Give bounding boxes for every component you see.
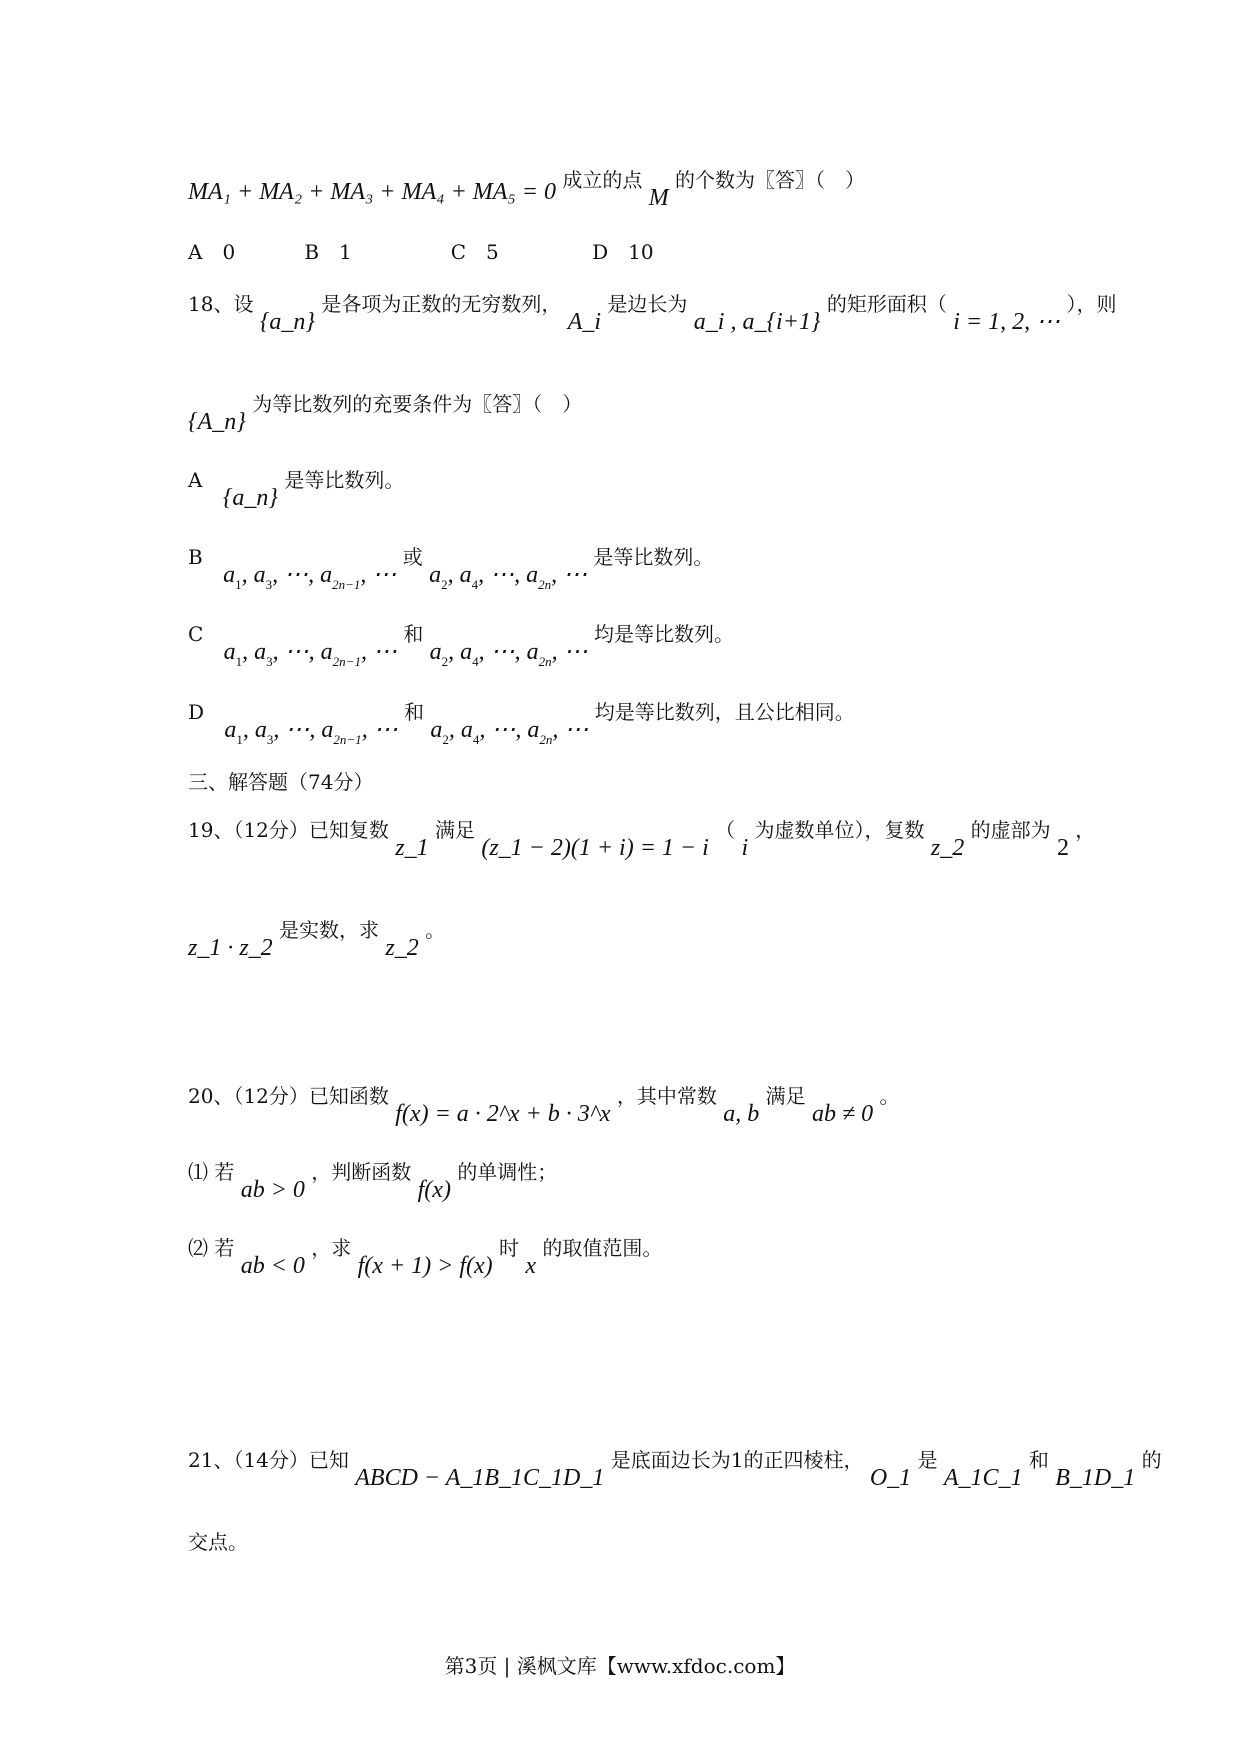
q19-line2 — [188, 918, 446, 961]
q18-optD-label: D — [188, 700, 205, 724]
q18-seq-A: {A_n} — [188, 409, 246, 435]
q18-optA-label: A — [188, 468, 203, 492]
q18-optD-mid: 和 — [404, 700, 425, 724]
q20-condition: ab ≠ 0 — [811, 1101, 874, 1127]
q17-equation: MA₁ + MA₂ + MA₃ + MA₄ + MA₅ = 0 — [188, 179, 556, 205]
q19-z1: z_1 — [395, 835, 429, 861]
q18-line1 — [188, 292, 1117, 335]
q19-z2: z_2 — [930, 835, 965, 861]
q18-optB-end: 是等比数列。 — [593, 545, 714, 569]
q21-line2: 交点。 — [188, 1530, 248, 1554]
page-footer: 第3页 | 溪枫文库【www.xfdoc.com】 — [444, 1654, 796, 1678]
q20-ab: a, b — [723, 1101, 760, 1127]
q18-optC-even: $a_2$, $a_4$, ⋯, $a_{2n}$, ⋯ — [429, 639, 588, 669]
q20-p1-t2: 的单调性； — [457, 1160, 558, 1184]
q19-two: 2 — [1056, 835, 1069, 861]
q17-text-a: 成立的点 — [562, 168, 643, 192]
q19-t4: 的虚部为 — [970, 818, 1051, 842]
q18-optD-even: $a_2$, $a_4$, ⋯, $a_{2n}$, ⋯ — [430, 717, 589, 747]
q19-t3: 为虚数单位），复数 — [754, 818, 925, 842]
q20-p1-t1: ，判断函数 — [311, 1160, 412, 1184]
q21-number: 21、（14分）已知 — [188, 1448, 349, 1472]
q18-optC-end: 均是等比数列。 — [594, 622, 735, 646]
q21-B1D1: B_1D_1 — [1055, 1465, 1136, 1491]
q18-optA-seq: {a_n} — [222, 485, 279, 511]
q20-part1 — [188, 1160, 558, 1203]
q20-t2: 满足 — [765, 1084, 806, 1108]
q18-sides: a_i , a_{i+1} — [693, 309, 821, 335]
q17-point: M — [648, 185, 669, 211]
q20-t1: ，其中常数 — [616, 1084, 717, 1108]
q20-p2-t3: 的取值范围。 — [542, 1236, 663, 1260]
q17-option-c: C 5 — [450, 240, 499, 264]
section-3-heading: 三、解答题（74分） — [188, 770, 374, 794]
q19-equation: (z_1 − 2)(1 + i) = 1 − i — [481, 835, 709, 861]
q19-number: 19、（12分）已知复数 — [188, 818, 389, 842]
q20-line1 — [188, 1084, 900, 1127]
q17-equation-line — [188, 168, 866, 211]
q20-part2 — [188, 1236, 663, 1279]
q21-t4: 的 — [1141, 1448, 1162, 1472]
q18-option-a — [188, 468, 405, 511]
q21-t3: 和 — [1028, 1448, 1049, 1472]
q19-t5: ， — [1075, 818, 1096, 842]
q21-line1 — [188, 1448, 1162, 1491]
q19-t1: 满足 — [434, 818, 475, 842]
q20-p1-f: f(x) — [417, 1177, 451, 1203]
q20-function: f(x) = a · 2^x + b · 3^x — [395, 1101, 611, 1127]
q18-option-b — [188, 545, 714, 592]
q18-Ai: A_i — [567, 309, 602, 335]
q20-p2-label: ⑵ 若 — [188, 1236, 235, 1260]
q18-option-c — [188, 622, 735, 669]
q21-prism: ABCD − A_1B_1C_1D_1 — [355, 1465, 605, 1491]
q19-line1 — [188, 818, 1096, 861]
q20-p2-x: x — [525, 1253, 537, 1279]
q18-optB-mid: 或 — [402, 545, 423, 569]
q18-text3: 的矩形面积（ — [826, 292, 947, 316]
q20-number: 20、（12分）已知函数 — [188, 1084, 389, 1108]
q19-z2-again: z_2 — [385, 935, 419, 961]
q17-options — [188, 242, 654, 262]
q20-p2-t2: 时 — [499, 1236, 519, 1260]
q17-option-d: D 10 — [592, 240, 654, 264]
q20-p2-inequality: f(x + 1) > f(x) — [357, 1253, 493, 1279]
q18-optD-end: 均是等比数列，且公比相同。 — [594, 700, 855, 724]
q21-A1C1: A_1C_1 — [943, 1465, 1023, 1491]
q19-i: i — [741, 835, 749, 861]
q21-t2: 是 — [917, 1448, 938, 1472]
q19-product: z_1 · z_2 — [188, 935, 273, 961]
q18-optB-odd: $a_1$, $a_3$, ⋯, $a_{2n-1}$, ⋯ — [223, 562, 397, 592]
q18-line2 — [188, 392, 583, 435]
q18-optC-label: C — [188, 622, 204, 646]
q18-text2: 是边长为 — [607, 292, 688, 316]
q21-t1: 是底面边长为1的正四棱柱， — [610, 1448, 864, 1472]
q21-O1: O_1 — [869, 1465, 912, 1491]
q18-optC-mid: 和 — [403, 622, 424, 646]
q20-p1-cond: ab > 0 — [240, 1177, 305, 1203]
q20-p1-label: ⑴ 若 — [188, 1160, 235, 1184]
q18-text4: ），则 — [1066, 292, 1117, 316]
q18-option-d — [188, 700, 855, 747]
q18-optB-even: $a_2$, $a_4$, ⋯, $a_{2n}$, ⋯ — [429, 562, 588, 592]
q18-optA-text: 是等比数列。 — [284, 468, 405, 492]
q18-text5: 为等比数列的充要条件为〖答〗（ ） — [252, 392, 583, 416]
q19-t6: 是实数，求 — [279, 918, 380, 942]
q17-option-b: B 1 — [304, 240, 352, 264]
q20-p2-t1: ，求 — [311, 1236, 352, 1260]
q20-t3: 。 — [879, 1084, 900, 1108]
q19-t2: （ — [715, 818, 736, 842]
q19-t7: 。 — [425, 918, 446, 942]
q18-text1: 是各项为正数的无穷数列， — [321, 292, 562, 316]
q18-optB-label: B — [188, 545, 203, 569]
q18-number: 18、设 — [188, 292, 254, 316]
q20-p2-cond: ab < 0 — [240, 1253, 305, 1279]
q18-optC-odd: $a_1$, $a_3$, ⋯, $a_{2n-1}$, ⋯ — [223, 639, 397, 669]
q18-seq-a: {a_n} — [259, 309, 316, 335]
q18-range: i = 1, 2, ⋯ — [953, 309, 1061, 335]
q17-option-a: A 0 — [188, 240, 236, 264]
q17-text-b: 的个数为〖答〗（ ） — [675, 168, 866, 192]
q18-optD-odd: $a_1$, $a_3$, ⋯, $a_{2n-1}$, ⋯ — [224, 717, 398, 747]
